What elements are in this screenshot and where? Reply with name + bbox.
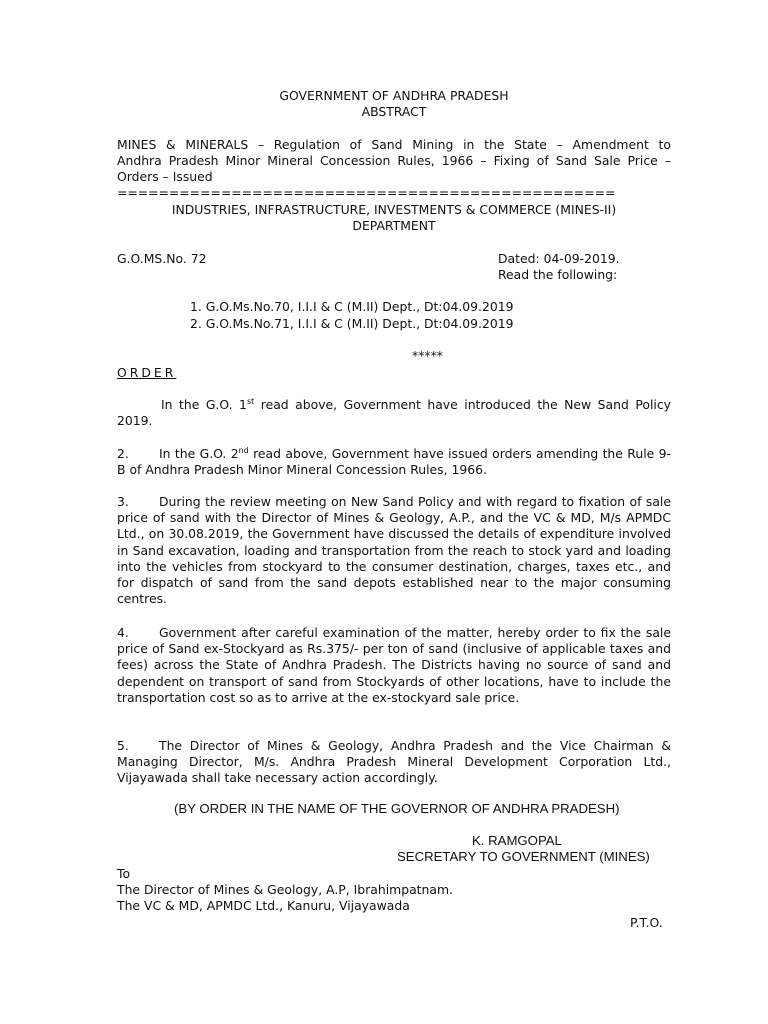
paragraph-4-text: Government after careful examination of the matter, hereby order to fix the sale price of Sand ex-Stockyard as Rs.375/- per ton of sand (inclusive of applicable taxes and fees) across the State of Andhra Pradesh. The Districts having no source of sand and dependent on transport of sand from Stockyards of other locations, have to include the transportation cost so as to arrive at the ex-stockyard sale price. bbox=[117, 625, 671, 705]
department-line-1: INDUSTRIES, INFRASTRUCTURE, INVESTMENTS & COMMERCE (MINES-II) bbox=[171, 202, 617, 217]
paragraph-3-number: 3. bbox=[117, 494, 129, 509]
paragraph-2 bbox=[117, 446, 671, 478]
paragraph-1-text-b: read above, Government have introduced the New Sand Policy 2019. bbox=[117, 397, 671, 429]
recipient-1: The Director of Mines & Geology, A.P, Ibrahimpatnam. bbox=[117, 882, 453, 897]
subject-line-3: Orders – Issued bbox=[117, 169, 213, 185]
separator-line: ================================================ bbox=[117, 185, 616, 200]
subject-line-1: MINES & MINERALS – Regulation of Sand Mining in the State – Amendment to bbox=[117, 137, 671, 152]
go-number: G.O.MS.No. 72 bbox=[117, 251, 207, 266]
to-label: To bbox=[117, 866, 131, 881]
signatory-name: K. RAMGOPAL bbox=[472, 833, 562, 848]
department-line-2: DEPARTMENT bbox=[352, 218, 436, 233]
recipient-2: The VC & MD, APMDC Ltd., Kanuru, Vijayawada bbox=[117, 898, 410, 913]
paragraph-2-text-b: read above, Government have issued orders amending the Rule 9-B of Andhra Pradesh Minor Mineral Concession Rules, 1966. bbox=[117, 446, 671, 478]
subject-block bbox=[117, 137, 671, 186]
order-heading: ORDER bbox=[117, 365, 177, 380]
dated: Dated: 04-09-2019. bbox=[498, 251, 620, 266]
paragraph-1 bbox=[117, 397, 671, 429]
paragraph-5 bbox=[117, 738, 671, 787]
paragraph-4-number: 4. bbox=[117, 625, 129, 640]
paragraph-5-text: The Director of Mines & Geology, Andhra Pradesh and the Vice Chairman & Managing Director, M/s. Andhra Pradesh Mineral Development Corporation Ltd., Vijayawada shall take necessary action accordingly. bbox=[117, 738, 671, 786]
paragraph-4 bbox=[117, 625, 671, 706]
paragraph-5-number: 5. bbox=[117, 738, 129, 753]
paragraph-3-text: During the review meeting on New Sand Policy and with regard to fixation of sale price of sand with the Director of Mines & Geology, A.P., and the VC & MD, M/s APMDC Ltd., on 30.08.2019, the Government have discussed the details of expenditure involved in Sand excavation, loading and transportation from the reach to stock yard and loading into the vehicles from stockyard to the consumer destination, charges, taxes etc., and for dispatch of sand from the sand depots established near to the major consuming centres. bbox=[117, 494, 671, 607]
paragraph-2-text-a: In the G.O. 2 bbox=[159, 446, 239, 461]
paragraph-3 bbox=[117, 494, 671, 607]
paragraph-1-text-a: In the G.O. 1 bbox=[161, 397, 247, 412]
paragraph-2-sup: nd bbox=[238, 445, 249, 455]
by-order-line: (BY ORDER IN THE NAME OF THE GOVERNOR OF ANDHRA PRADESH) bbox=[174, 801, 620, 816]
reference-item-2: 2. G.O.Ms.No.71, I.I.I & C (M.II) Dept., Dt:04.09.2019 bbox=[190, 316, 514, 331]
reference-item-1: 1. G.O.Ms.No.70, I.I.I & C (M.II) Dept., Dt:04.09.2019 bbox=[190, 299, 514, 314]
pto-marker: P.T.O. bbox=[630, 915, 663, 930]
paragraph-1-sup: st bbox=[246, 396, 255, 406]
stars-divider: ***** bbox=[412, 348, 443, 363]
signatory-title: SECRETARY TO GOVERNMENT (MINES) bbox=[397, 849, 650, 864]
read-the-following: Read the following: bbox=[498, 267, 618, 282]
abstract-heading: ABSTRACT bbox=[361, 104, 427, 119]
subject-line-2: Andhra Pradesh Minor Mineral Concession Rules, 1966 – Fixing of Sand Sale Price – bbox=[117, 153, 671, 169]
paragraph-2-number: 2. bbox=[117, 446, 129, 461]
government-heading: GOVERNMENT OF ANDHRA PRADESH bbox=[279, 88, 509, 103]
